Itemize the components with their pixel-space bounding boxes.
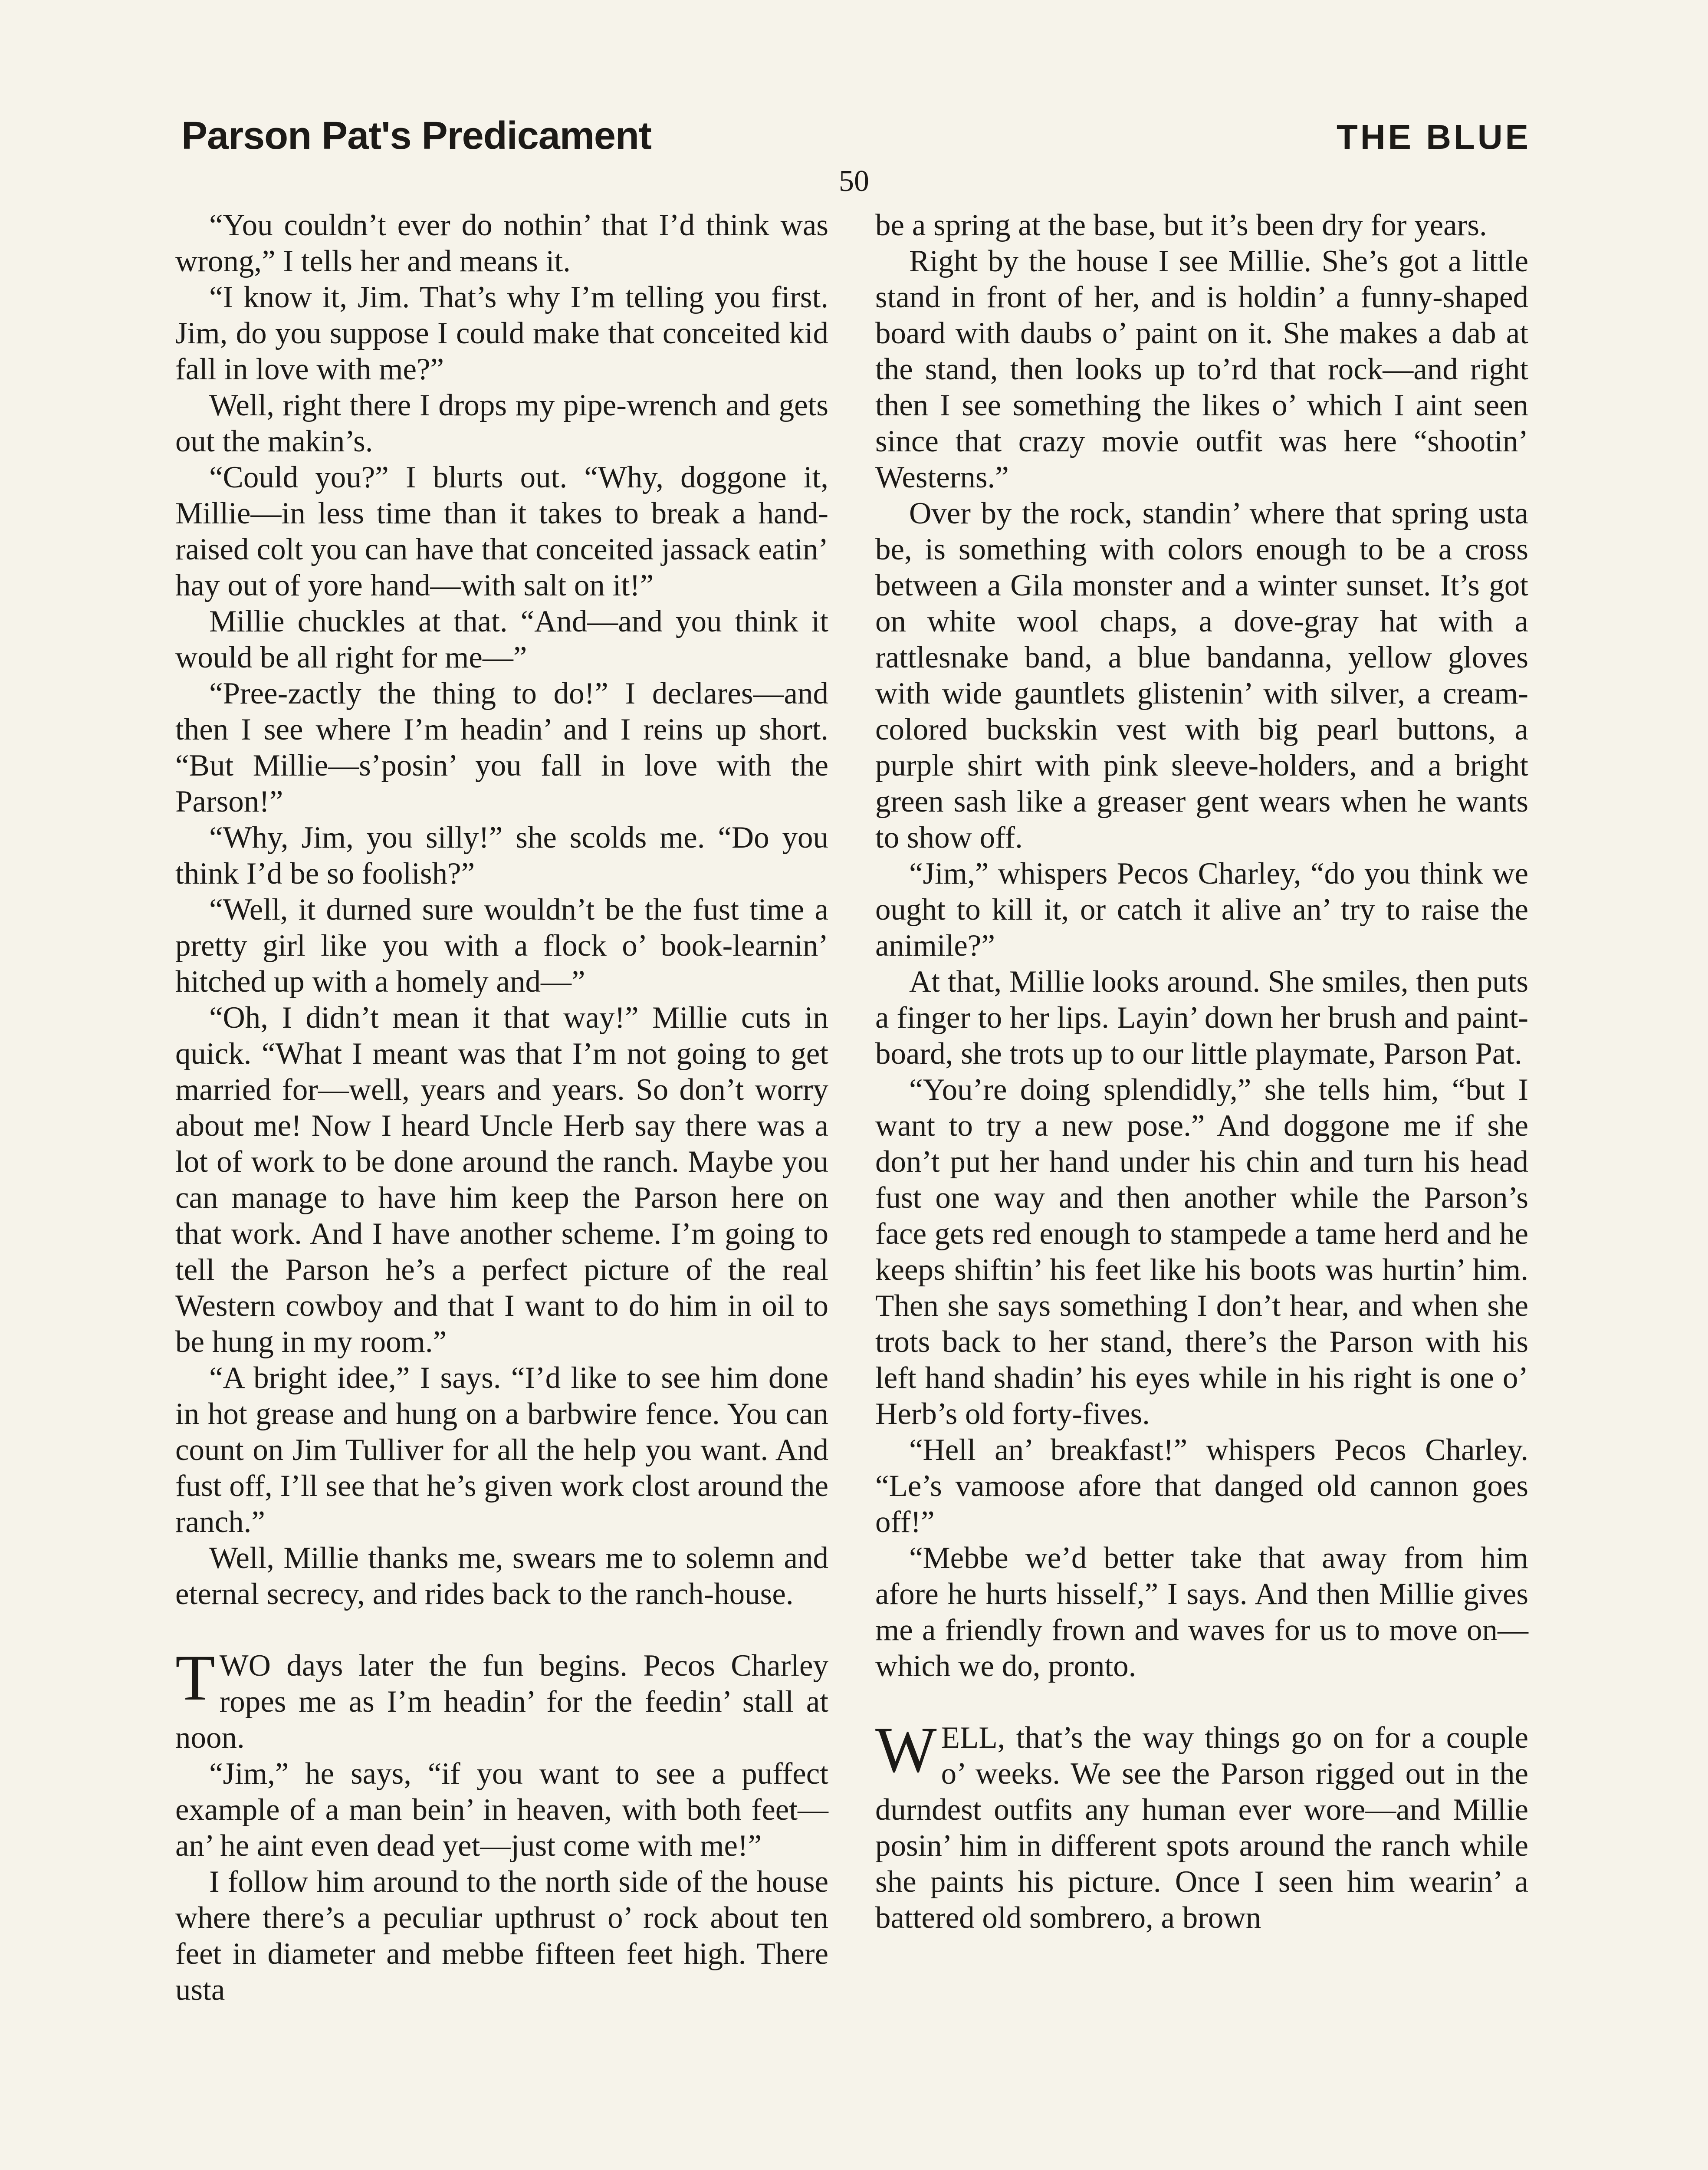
paragraph: At that, Millie looks around. She smiles, then puts a finger to her lips. Layin’ down her brush and paint-board, she trots up to our little playmate, Parson Pat. [875, 965, 1528, 1071]
paragraph: “Jim,” he says, “if you want to see a puffect example of a man bein’ in heaven, with both feet—an’ he aint even dead yet—just come with me!” [175, 1757, 828, 1863]
paragraph: Right by the house I see Millie. She’s got a little stand in front of her, and is holdin’ a funny-shaped board with daubs o’ paint on it. She makes a dab at the stand, then looks up to’rd that rock—and right then I see something the likes o’ which I aint seen since that crazy movie outfit was here “shootin’ Westerns.” [875, 244, 1528, 494]
paragraph: “A bright idee,” I says. “I’d like to see him done in hot grease and hung on a barbwire fence. You can count on Jim Tulliver for all the help you want. And fust off, I’ll see that he’s given work clost around the ranch.” [175, 1361, 828, 1539]
paragraph: “Pree-zactly the thing to do!” I declares—and then I see where I’m headin’ and I reins up short. “But Millie—s’posin’ you fall in love with the Parson!” [175, 677, 828, 819]
magazine-title: THE BLUE [1337, 118, 1531, 156]
section-opening-text: WO days later the fun begins. Pecos Charley ropes me as I’m headin’ for the feedin’ stall at noon. [175, 1649, 828, 1755]
right-column [875, 207, 1528, 1936]
drop-cap: W [875, 1714, 937, 1786]
paragraph: “You’re doing splendidly,” she tells him, “but I want to try a new pose.” And doggone me if she don’t put her hand under his chin and turn his head fust one way and then another while the Parson’s face gets red enough to stampede a tame herd and he keeps shiftin’ his feet like his boots was hurtin’ him. Then she says something I don’t hear, and when she trots back to her stand, there’s the Parson with his left hand shadin’ his eyes while in his right is one o’ Herb’s old forty-fives. [875, 1073, 1528, 1431]
page-number: 50 [839, 164, 869, 198]
paragraph: “Hell an’ breakfast!” whispers Pecos Charley. “Le’s vamoose afore that danged old cannon goes off!” [875, 1433, 1528, 1539]
left-column [175, 207, 828, 2008]
drop-cap: T [175, 1642, 215, 1714]
paragraph: Millie chuckles at that. “And—and you think it would be all right for me—” [175, 605, 828, 674]
paragraph: “Why, Jim, you silly!” she scolds me. “Do you think I’d be so foolish?” [175, 821, 828, 891]
section-opening-paragraph [875, 1714, 1528, 1936]
paragraph: Over by the rock, standin’ where that spring usta be, is something with colors enough to be a cross between a Gila monster and a winter sunset. It’s got on white wool chaps, a dove-gray hat with a rattlesnake band, a blue bandanna, yellow gloves with wide gauntlets glistenin’ with silver, a cream-colored buckskin vest with big pearl buttons, a purple shirt with pink sleeve-holders, and a bright green sash like a greaser gent wears when he wants to show off. [875, 496, 1528, 855]
story-title: Parson Pat's Predicament [181, 114, 651, 158]
paragraph: “Jim,” whispers Pecos Charley, “do you think we ought to kill it, or catch it alive an’ try to raise the animile?” [875, 857, 1528, 963]
paragraph: “Mebbe we’d better take that away from him afore he hurts hisself,” I says. And then Millie gives me a friendly frown and waves for us to move on—which we do, pronto. [875, 1541, 1528, 1683]
paragraph: “You couldn’t ever do nothin’ that I’d think was wrong,” I tells her and means it. [175, 208, 828, 278]
section-opening-text: ELL, that’s the way things go on for a couple o’ weeks. We see the Parson rigged out in the durndest outfits any human ever wore—and Millie posin’ him in different spots around the ranch while she paints his picture. Once I seen him wearin’ a battered old sombrero, a brown [875, 1721, 1528, 1935]
paragraph: I follow him around to the north side of the house where there’s a peculiar upthrust o’ rock about ten feet in diameter and mebbe fifteen feet high. There usta [175, 1865, 828, 2007]
paragraph: “Could you?” I blurts out. “Why, doggone it, Millie—in less time than it takes to break a hand-raised colt you can have that conceited jassack eatin’ hay out of yore hand—with salt on it!” [175, 460, 828, 602]
paragraph: “Oh, I didn’t mean it that way!” Millie cuts in quick. “What I meant was that I’m not going to get married for—well, years and years. So don’t worry about me! Now I heard Uncle Herb say there was a lot of work to be done around the ranch. Maybe you can manage to have him keep the Parson here on that work. And I have another scheme. I’m going to tell the Parson he’s a perfect picture of the real Western cowboy and that I want to do him in oil to be hung in my room.” [175, 1001, 828, 1359]
paragraph: “Well, it durned sure wouldn’t be the fust time a pretty girl like you with a flock o’ book-learnin’ hitched up with a homely and—” [175, 893, 828, 999]
paragraph: “I know it, Jim. That’s why I’m telling you first. Jim, do you suppose I could make that conceited kid fall in love with me?” [175, 280, 828, 386]
paragraph: Well, Millie thanks me, swears me to solemn and eternal secrecy, and rides back to the ranch-house. [175, 1541, 828, 1611]
paragraph-continued: be a spring at the base, but it’s been dry for years. [875, 208, 1487, 242]
section-opening-paragraph [175, 1642, 828, 1756]
paragraph: Well, right there I drops my pipe-wrench and gets out the makin’s. [175, 388, 828, 458]
